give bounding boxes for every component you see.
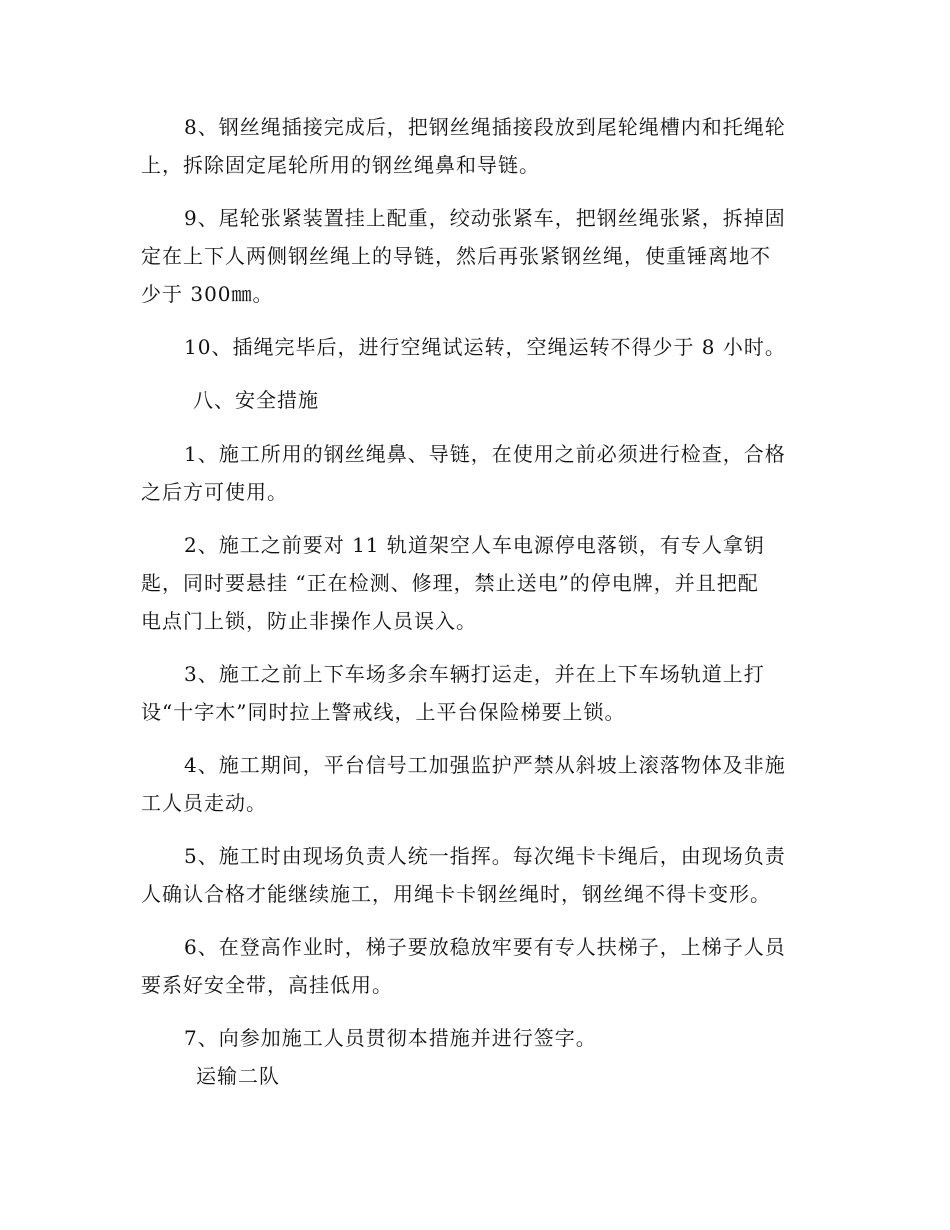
- text-line: 2、施工之前要对 11 轨道架空人车电源停电落锁，有专人拿钥: [184, 533, 765, 557]
- text-line: 工人员走动。: [141, 791, 267, 815]
- safety-item-2: [141, 526, 809, 640]
- paragraph-8: [141, 108, 809, 184]
- text-line: 10、插绳完毕后，进行空绳试运转，空绳运转不得少于 8 小时。: [184, 335, 786, 359]
- text-line: 电点门上锁，防止非操作人员误入。: [141, 609, 477, 633]
- safety-item-5: [141, 837, 809, 913]
- text-line: 6、在登高作业时，梯子要放稳放牢要有专人扶梯子，上梯子人员: [184, 935, 786, 959]
- text-line: 设“十字木”同时拉上警戒线，上平台保险梯要上锁。: [141, 700, 626, 724]
- safety-item-7: [141, 1019, 809, 1057]
- text-line: 3、施工之前上下车场多余车辆打运走，并在上下车场轨道上打: [184, 662, 765, 686]
- text-line: 7、向参加施工人员贯彻本措施并进行签字。: [184, 1026, 597, 1050]
- text-line: 9、尾轮张紧装置挂上配重，绞动张紧车，把钢丝绳张紧，拆掉固: [184, 206, 786, 230]
- safety-item-1: [141, 435, 809, 511]
- text-line: 4、施工期间，平台信号工加强监护严禁从斜坡上滚落物体及非施: [184, 753, 786, 777]
- text-line: 之后方可使用。: [141, 480, 288, 504]
- text-line: 5、施工时由现场负责人统一指挥。每次绳卡卡绳后，由现场负责: [184, 844, 786, 868]
- text-line: 匙，同时要悬挂 “正在检测、修理，禁止送电”的停电牌，并且把配: [141, 571, 759, 595]
- section-heading: 八、安全措施: [193, 388, 319, 412]
- safety-item-3: [141, 655, 809, 731]
- signature: 运输二队: [196, 1064, 280, 1088]
- text-line: 1、施工所用的钢丝绳鼻、导链，在使用之前必须进行检查，合格: [184, 442, 786, 466]
- document-page: [141, 108, 809, 1095]
- text-line: 8、钢丝绳插接完成后，把钢丝绳插接段放到尾轮绳槽内和托绳轮: [184, 115, 786, 139]
- paragraph-9: [141, 199, 809, 313]
- text-line: 要系好安全带，高挂低用。: [141, 973, 393, 997]
- paragraph-10: [141, 328, 809, 366]
- text-line: 定在上下人两侧钢丝绳上的导链，然后再张紧钢丝绳，使重锤离地不: [141, 244, 771, 268]
- safety-item-4: [141, 746, 809, 822]
- text-line: 上，拆除固定尾轮所用的钢丝绳鼻和导链。: [141, 153, 540, 177]
- text-line: 少于 300㎜。: [141, 282, 274, 306]
- text-line: 人确认合格才能继续施工，用绳卡卡钢丝绳时，钢丝绳不得卡变形。: [141, 882, 771, 906]
- safety-item-6: [141, 928, 809, 1004]
